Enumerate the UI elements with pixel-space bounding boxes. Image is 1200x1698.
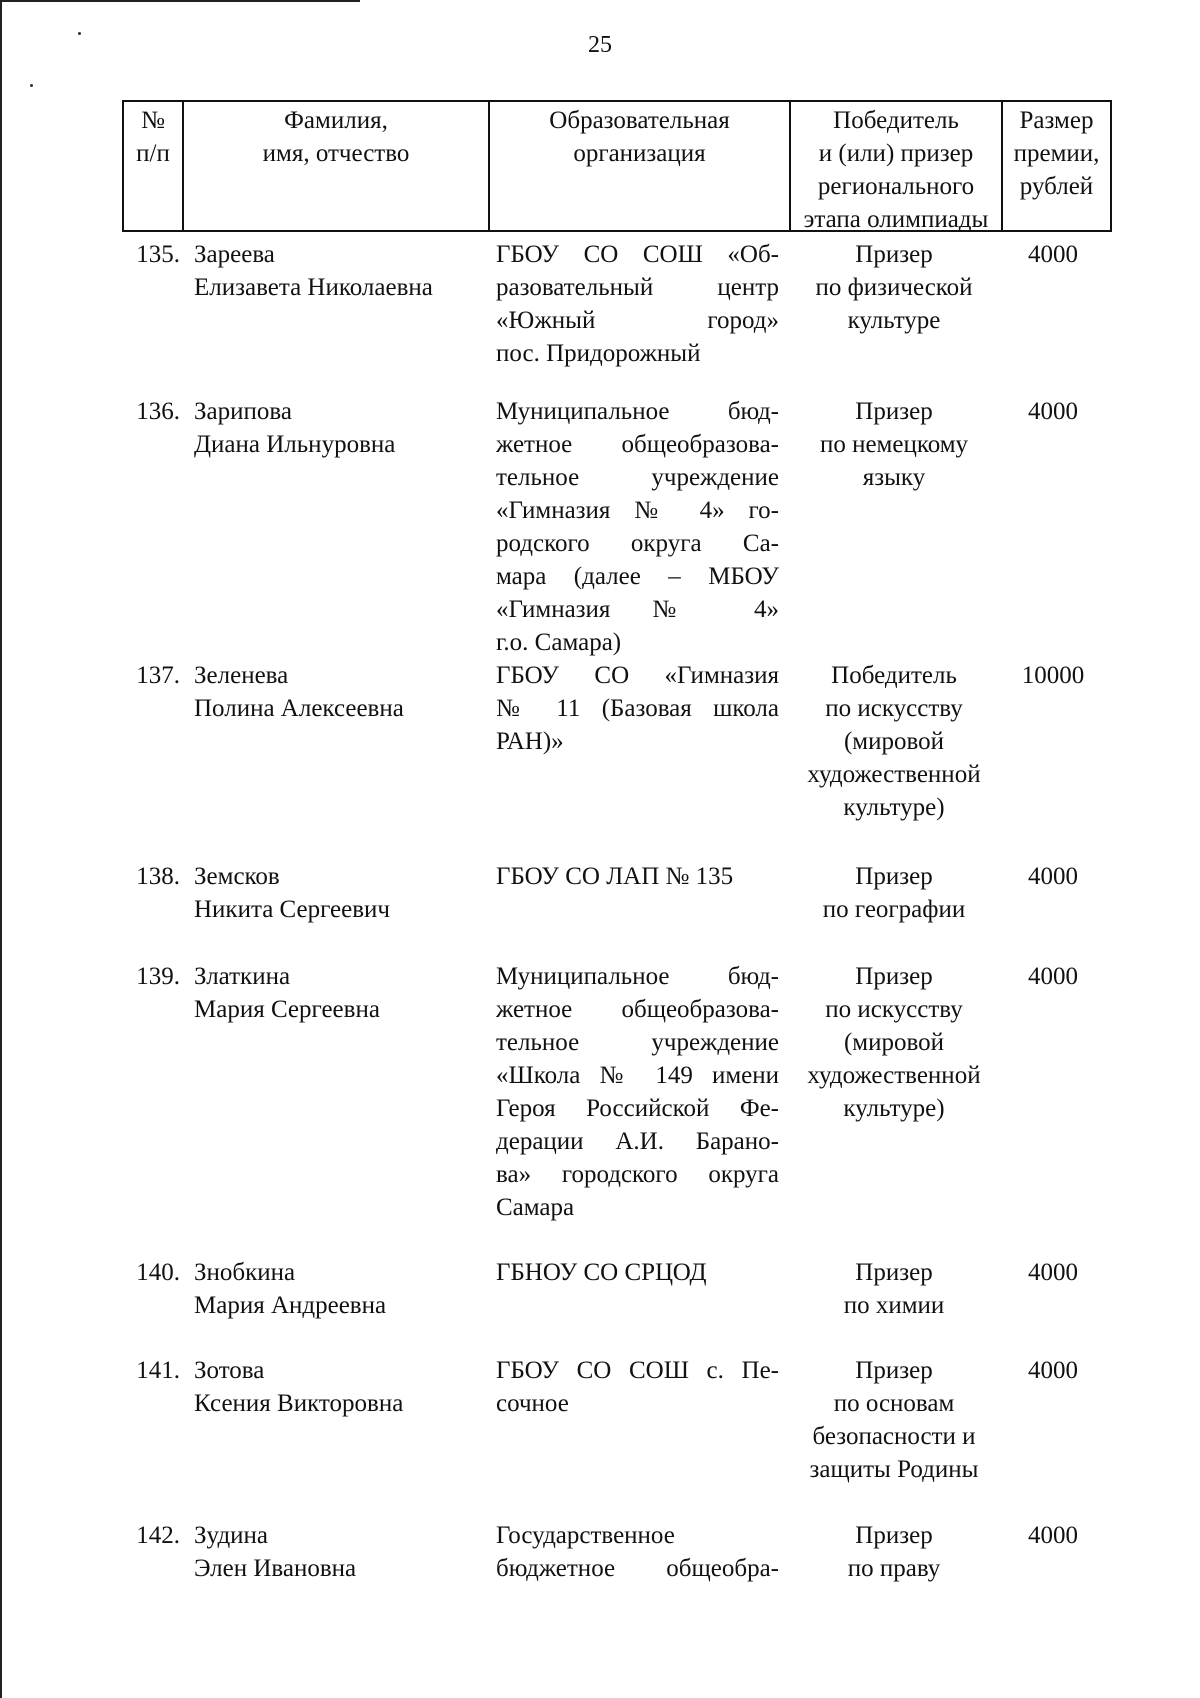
prize-amount: 4000 [1028,1522,1078,1549]
text-line: по основам [833,1390,955,1417]
text-line: родского округа Са- [496,530,779,557]
text-line: РАН)» [496,728,564,755]
text-line: Победитель [833,107,959,134]
student-name [194,1519,484,1585]
text-line: сочное [496,1390,569,1417]
organization [496,1354,779,1420]
prize-amount: 4000 [1028,963,1078,990]
award [788,1519,1000,1585]
text-line: Призер [855,1357,933,1384]
student-name [194,238,484,304]
text-line: ГБОУ СО ЛАП № 135 [496,863,734,890]
text-line: ГБНОУ СО СРЦОД [496,1259,707,1286]
text-line: п/п [136,140,170,167]
text-line: Призер [855,1522,933,1549]
text-line: рублей [1019,173,1094,200]
award [788,1354,1000,1486]
text-line: премии, [1013,140,1100,167]
row-number: 139. [136,963,180,990]
text-line: Зотова [194,1357,265,1384]
scan-edge-left [0,0,2,1698]
text-line: по физической [815,274,973,301]
text-line: Элен Ивановна [194,1555,357,1582]
text-line: Героя Российской Фе- [496,1095,779,1122]
text-line: Призер [855,241,933,268]
text-line: Победитель [831,662,957,689]
award [788,238,1000,337]
text-line: Государственное [496,1522,675,1549]
text-line: по химии [843,1292,945,1319]
text-line: Зарипова [194,398,292,425]
text-line: регионального [817,173,975,200]
text-line: (мировой [843,1029,945,1056]
student-name [194,1354,484,1420]
text-line: защиты Родины [809,1456,979,1483]
prize-amount: 4000 [1028,1357,1078,1384]
organization [496,860,779,893]
scan-edge-top [0,0,360,2]
text-line: дерации А.И. Барано- [496,1128,779,1155]
prize-amount: 10000 [1021,662,1085,689]
award [788,860,1000,926]
text-line: Призер [855,398,933,425]
organization [496,659,779,758]
text-line: (мировой [843,728,945,755]
page-number: 25 [588,32,612,58]
text-line: жетное общеобразова- [496,431,779,458]
prize-amount: 4000 [1028,1259,1078,1286]
scan-speck [30,84,33,87]
text-line: разовательный центр [496,274,779,301]
text-line: Муниципальное бюд- [496,963,779,990]
text-line: № [141,107,165,134]
text-line: Златкина [194,963,291,990]
text-line: Елизавета Николаевна [194,274,433,301]
student-name [194,659,484,725]
text-line: по праву [847,1555,941,1582]
organization [496,1519,779,1585]
text-line: ГБОУ СО «Гимназия [496,662,779,689]
text-line: художественной [807,761,981,788]
text-line: ГБОУ СО СОШ «Об- [496,241,779,268]
organization [496,960,779,1224]
header-award [789,102,1001,233]
row-number: 135. [136,241,180,268]
text-line: г.о. Самара) [496,629,622,656]
header-num [124,102,182,230]
text-line: имя, отчество [262,140,410,167]
text-line: Диана Ильнуровна [194,431,396,458]
text-line: Никита Сергеевич [194,896,390,923]
prize-amount: 4000 [1028,863,1078,890]
text-line: по немецкому [819,431,969,458]
prize-amount: 4000 [1028,398,1078,425]
text-line: Полина Алексеевна [194,695,404,722]
row-number: 141. [136,1357,180,1384]
row-number: 138. [136,863,180,890]
text-line: ва» городского округа [496,1161,779,1188]
text-line: Зудина [194,1522,269,1549]
text-line: тельное учреждение [496,1029,779,1056]
header-prize [1001,102,1110,230]
text-line: Зеленева [194,662,289,689]
text-line: Знобкина [194,1259,296,1286]
text-line: тельное учреждение [496,464,779,491]
text-line: Размер [1019,107,1094,134]
text-line: этапа олимпиады [803,206,989,233]
text-line: бюджетное общеобра- [496,1555,779,1582]
text-line: Мария Сергеевна [194,996,380,1023]
text-line: Муниципальное бюд- [496,398,779,425]
text-line: «Школа № 149 имени [496,1062,779,1089]
row-number: 142. [136,1522,180,1549]
text-line: «Южный город» [496,307,779,334]
student-name [194,960,484,1026]
text-line: жетное общеобразова- [496,996,779,1023]
text-line: Фамилия, [284,107,388,134]
prize-amount: 4000 [1028,241,1078,268]
text-line: Мария Андреевна [194,1292,387,1319]
organization [496,238,779,370]
organization [496,1256,779,1289]
text-line: Самара [496,1194,575,1221]
text-line: организация [573,140,706,167]
text-line: Призер [855,863,933,890]
text-line: культуре) [843,1095,945,1122]
text-line: «Гимназия № 4» [496,596,779,623]
award [788,1256,1000,1322]
text-line: языку [862,464,926,491]
text-line: Земсков [194,863,280,890]
text-line: безопасности и [812,1423,976,1450]
award [788,395,1000,494]
text-line: Призер [855,963,933,990]
text-line: Призер [855,1259,933,1286]
text-line: «Гимназия № 4» го- [496,497,779,524]
text-line: Зареева [194,241,275,268]
text-line: пос. Придорожный [496,340,701,367]
text-line: культуре) [843,794,945,821]
table-header [122,100,1112,232]
text-line: культуре [847,307,941,334]
text-line: художественной [807,1062,981,1089]
award [788,960,1000,1125]
text-line: по географии [822,896,966,923]
text-line: по искусству [825,695,963,722]
row-number: 136. [136,398,180,425]
student-name [194,395,484,461]
text-line: мара (далее – МБОУ [496,563,779,590]
student-name [194,1256,484,1322]
text-line: по искусству [825,996,963,1023]
text-line: и (или) призер [818,140,974,167]
row-number: 140. [136,1259,180,1286]
text-line: Образовательная [549,107,730,134]
text-line: № 11 (Базовая школа [496,695,779,722]
text-line: ГБОУ СО СОШ с. Пе- [496,1357,779,1384]
award [788,659,1000,824]
organization [496,395,779,659]
text-line: Ксения Викторовна [194,1390,404,1417]
row-number: 137. [136,662,180,689]
header-name [182,102,488,230]
header-org [488,102,789,230]
student-name [194,860,484,926]
